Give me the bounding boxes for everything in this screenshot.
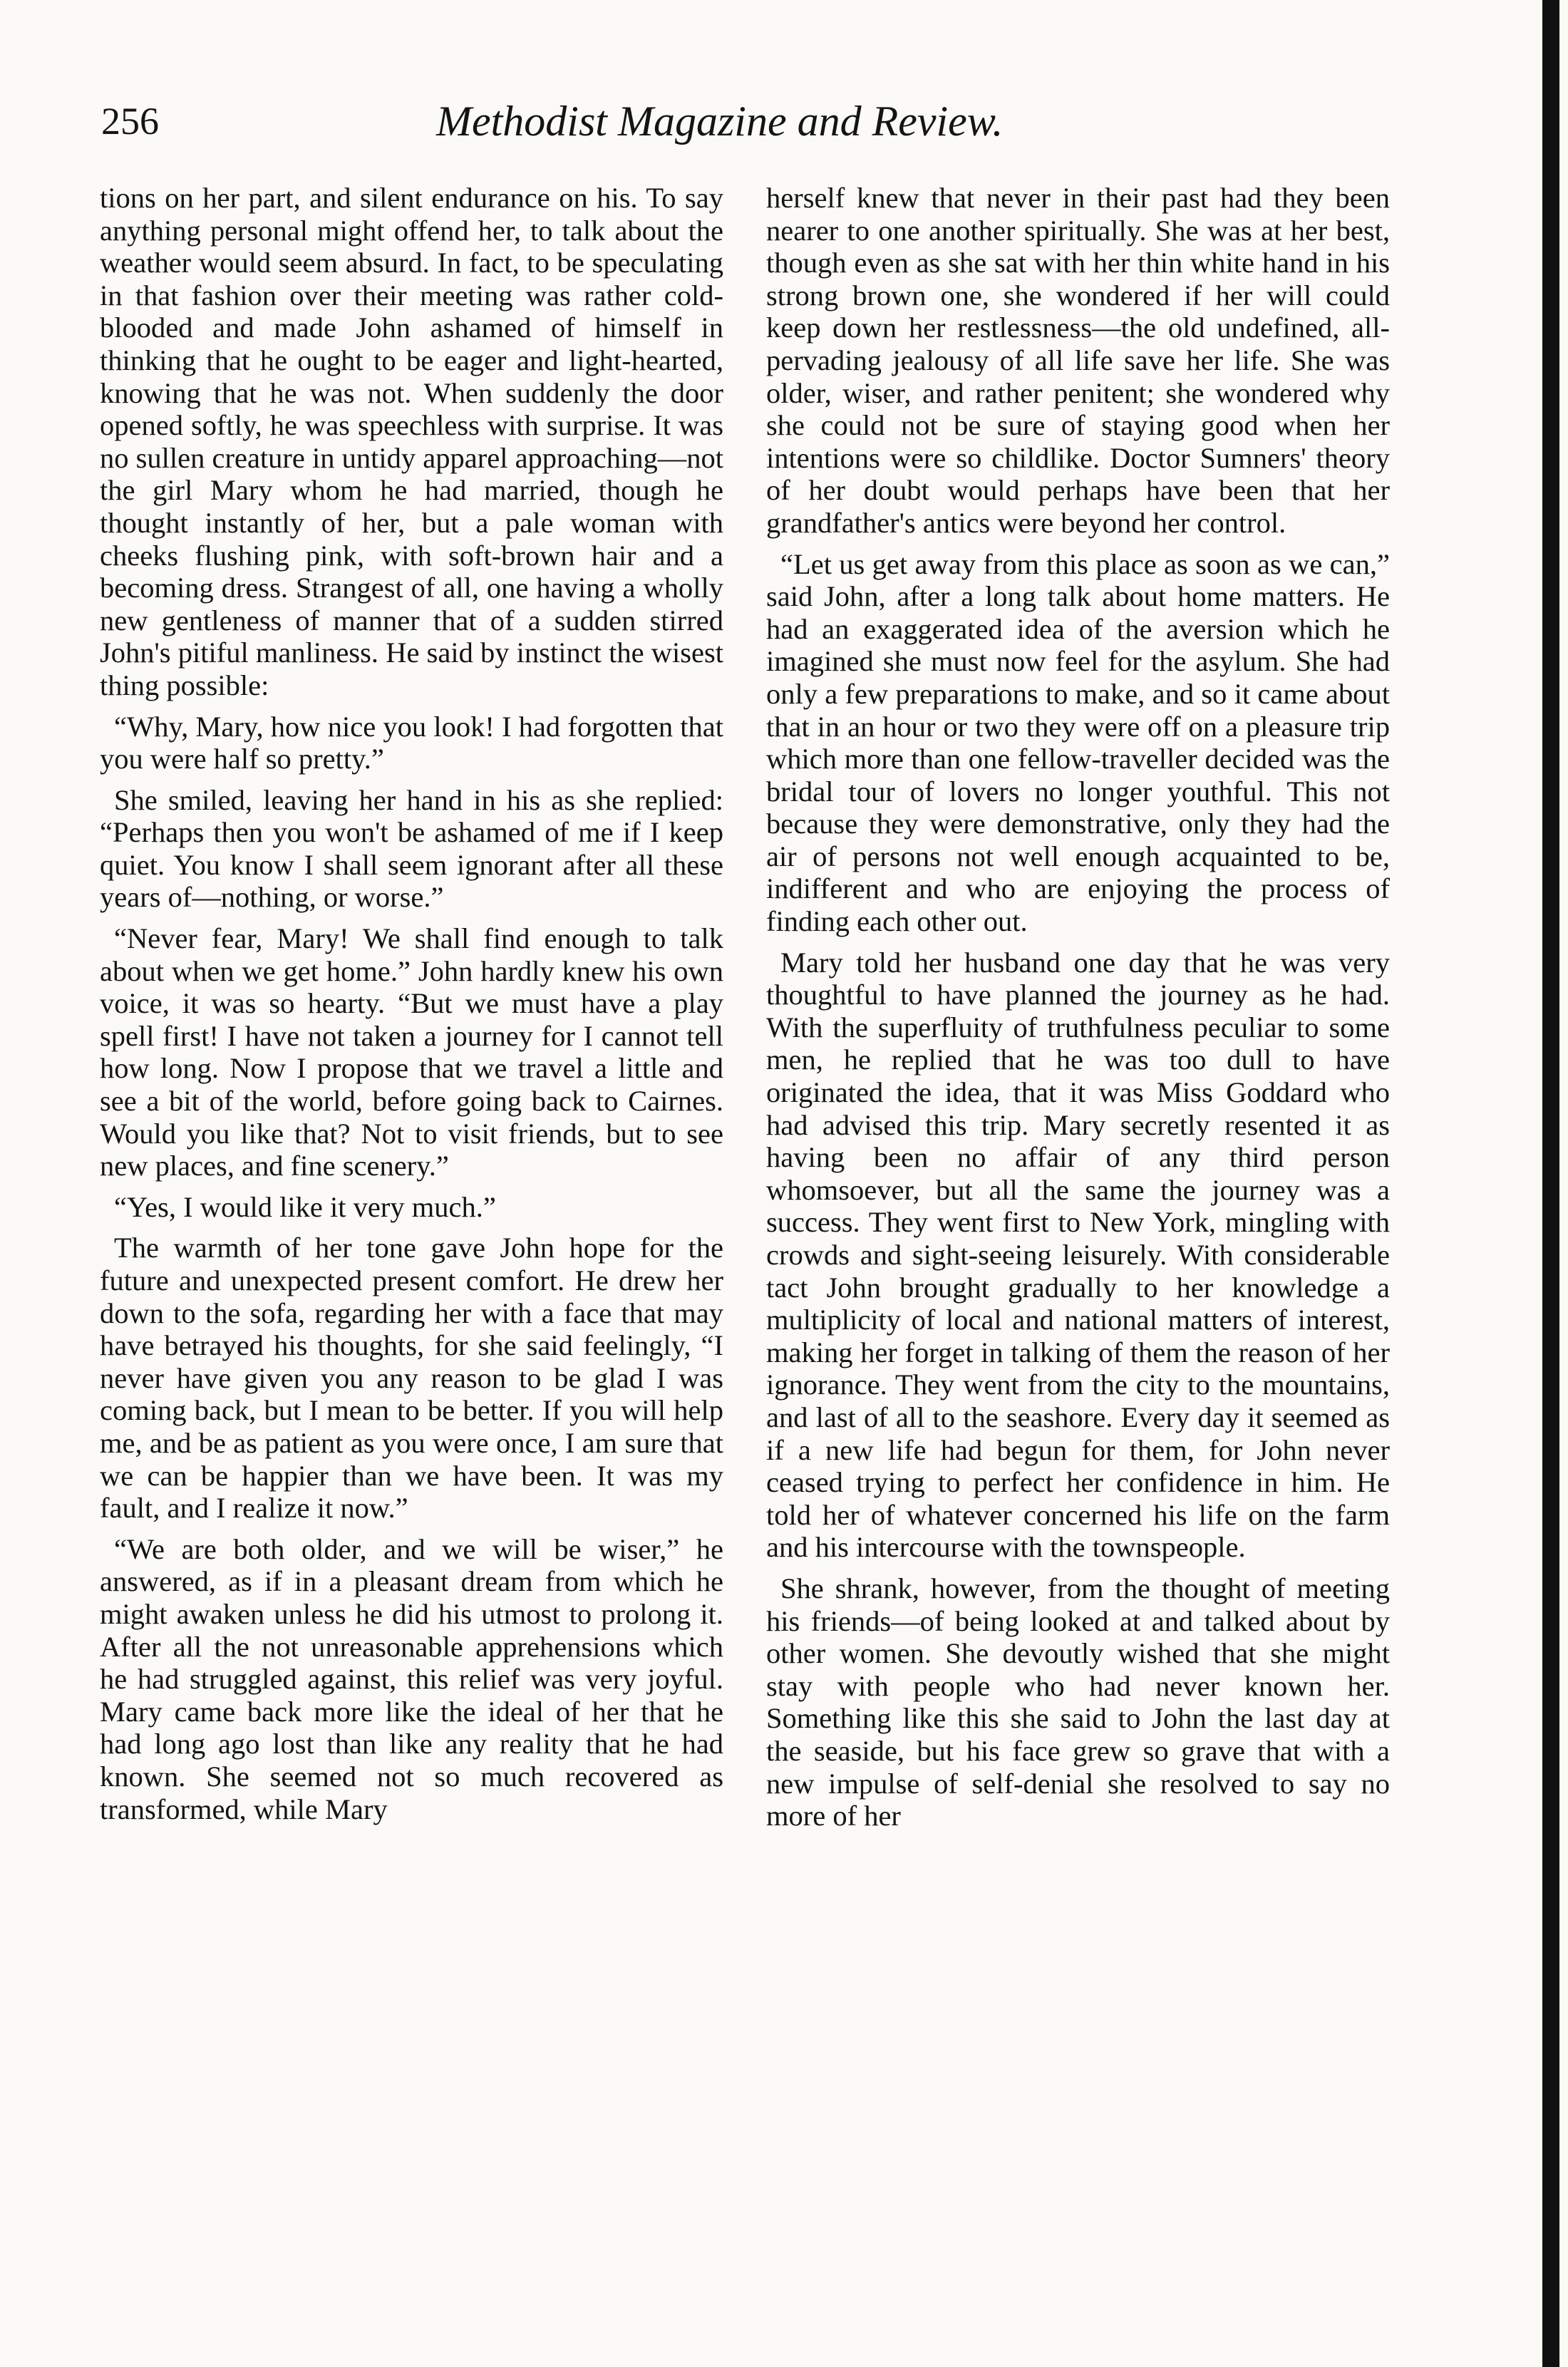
paragraph: “Let us get away from this place as soon as we can,” said John, after a long talk about home matters. He had an exaggerated idea of the aversion which he imagined she must now feel for the asylum. She had only a few preparations to make, and so it came about that in an hour or two they were off on a pleasure trip which more than one fellow-traveller decided was the bridal tour of lovers no longer youthful. This not because they were demonstrative, only they had the air of persons not well enough acquainted to be, indifferent and who are enjoying the process of finding each other out. [766, 547, 1390, 938]
paragraph: Mary told her husband one day that he was very thoughtful to have planned the journey as he had. With the superfluity of truthfulness peculiar to some men, he replied that he was too dull to have originated the idea, that it was Miss Goddard who had advised this trip. Mary secretly resented it as having been no affair of any third person whomsoever, but all the same the journey was a success. They went first to New York, mingling with crowds and sight-seeing leisurely. With considerable tact John brought gradually to her knowledge a multiplicity of local and national matters of interest, making her forget in talking of them the reason of her ignorance. They went from the city to the mountains, and last of all to the seashore. Every day it seemed as if a new life had begun for them, for John never ceased trying to perfect her confidence in him. He told her of whatever concerned his life on the farm and his intercourse with the townspeople. [766, 946, 1390, 1564]
paragraph: She smiled, leaving her hand in his as she replied: “Perhaps then you won't be ashamed of me if I keep quiet. You know I shall seem ignorant after all these years of—nothing, or worse.” [100, 783, 723, 914]
paragraph: herself knew that never in their past had they been nearer to one another spiritually. She was at her best, though even as she sat with her thin white hand in his strong brown one, she wondered if her will could keep down her restlessness—the old undefined, all-pervading jealousy of all life save her life. She was older, wiser, and rather penitent; she wondered why she could not be sure of staying good when her intentions were so childlike. Doctor Sumners' theory of her doubt would perhaps have been that her grandfather's antics were beyond her control. [766, 182, 1390, 539]
paragraph: tions on her part, and silent endurance on his. To say anything personal might offend her, to talk about the weather would seem absurd. In fact, to be speculating in that fashion over their meeting was rather cold-blooded and made John ashamed of himself in thinking that he ought to be eager and light-hearted, knowing that he was not. When suddenly the door opened softly, he was speechless with surprise. It was no sullen creature in untidy apparel approaching—not the girl Mary whom he had married, though he thought instantly of her, but a pale woman with cheeks flushing pink, with soft-brown hair and a becoming dress. Strangest of all, one having a wholly new gentleness of manner that of a sudden stirred John's pitiful manliness. He said by instinct the wisest thing possible: [100, 182, 723, 701]
paragraph: The warmth of her tone gave John hope for the future and unexpected present comfort. He drew her down to the sofa, regarding her with a face that may have betrayed his thoughts, for she said feelingly, “I never have given you any reason to be glad I was coming back, but I mean to be better. If you will help me, and be as patient as you were once, I am sure that we can be happier than we have been. It was my fault, and I realize it now.” [100, 1232, 723, 1525]
page-number: 256 [101, 100, 159, 143]
running-head [101, 86, 1348, 164]
paragraph: She shrank, however, from the thought of meeting his friends—of being looked at and talked about by other women. She devoutly wished that she might stay with people who had never known her. Something like this she said to John the last day at the seaside, but his face grew so grave that with a new impulse of self-denial she resolved to say no more of her [766, 1572, 1390, 1832]
left-column [100, 182, 723, 2348]
paragraph: “Yes, I would like it very much.” [114, 1190, 496, 1223]
paragraph: “Why, Mary, how nice you look! I had forgotten that you were half so pretty.” [100, 710, 723, 775]
right-margin-rule [1542, 0, 1559, 2367]
right-column [766, 182, 1390, 2348]
journal-title: Methodist Magazine and Review. [436, 98, 1004, 145]
paragraph: “Never fear, Mary! We shall find enough to talk about when we get home.” John hardly knew his own voice, it was so hearty. “But we must have a play spell first! I have not taken a journey for I cannot tell how long. Now I propose that we travel a little and see a bit of the world, before going back to Cairnes. Would you like that? Not to visit friends, but to see new places, and fine scenery.” [100, 922, 723, 1182]
paragraph: “We are both older, and we will be wiser,” he answered, as if in a pleasant dream from which he might awaken unless he did his utmost to prolong it. After all the not unreasonable apprehensions which he had struggled against, this relief was very joyful. Mary came back more like the ideal of her that he had long ago lost than like any reality that he had known. She seemed not so much recovered as transformed, while Mary [100, 1532, 723, 1825]
